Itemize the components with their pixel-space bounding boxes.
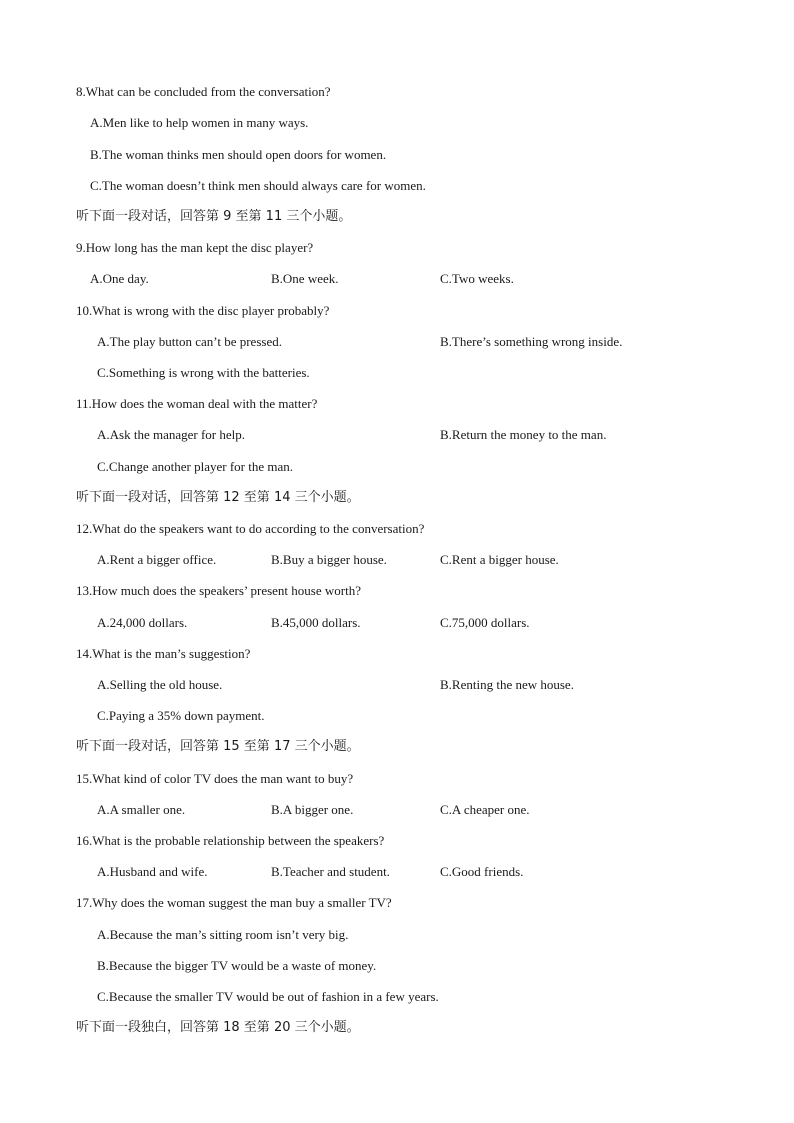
question-8: 8.What can be concluded from the conversation? [76, 84, 331, 99]
option-15b: B.A bigger one. [271, 802, 354, 817]
section-heading-9-11: 听下面一段对话，回答第 9 至第 11 三个小题。 [76, 209, 352, 224]
option-12a: A.Rent a bigger office. [97, 552, 217, 567]
option-9b: B.One week. [271, 271, 339, 286]
question-15: 15.What kind of color TV does the man want to buy? [76, 771, 354, 786]
option-14a: A.Selling the old house. [97, 677, 223, 692]
option-13b: B.45,000 dollars. [271, 615, 361, 630]
option-10c: C.Something is wrong with the batteries. [97, 365, 310, 380]
section-heading-12-14: 听下面一段对话，回答第 12 至第 14 三个小题。 [76, 490, 360, 505]
question-13: 13.How much does the speakers’ present house worth? [76, 583, 361, 598]
option-16b: B.Teacher and student. [271, 864, 390, 879]
question-10: 10.What is wrong with the disc player probably? [76, 303, 330, 318]
option-17b: B.Because the bigger TV would be a waste of money. [97, 958, 377, 973]
section-heading-15-17: 听下面一段对话，回答第 15 至第 17 三个小题。 [76, 739, 360, 754]
option-16a: A.Husband and wife. [97, 864, 208, 879]
option-12c: C.Rent a bigger house. [440, 552, 559, 567]
option-11a: A.Ask the manager for help. [97, 427, 246, 442]
option-8a: A.Men like to help women in many ways. [90, 115, 309, 130]
option-11c: C.Change another player for the man. [97, 459, 294, 474]
question-16: 16.What is the probable relationship between the speakers? [76, 833, 385, 848]
option-9a: A.One day. [90, 271, 149, 286]
section-heading-18-20: 听下面一段独白，回答第 18 至第 20 三个小题。 [76, 1020, 360, 1035]
option-17a: A.Because the man’s sitting room isn’t very big. [97, 927, 349, 942]
option-16c: C.Good friends. [440, 864, 524, 879]
option-9c: C.Two weeks. [440, 271, 514, 286]
option-14b: B.Renting the new house. [440, 677, 574, 692]
question-12: 12.What do the speakers want to do according to the conversation? [76, 521, 425, 536]
question-11: 11.How does the woman deal with the matter? [76, 396, 318, 411]
question-17: 17.Why does the woman suggest the man buy a smaller TV? [76, 895, 392, 910]
option-13a: A.24,000 dollars. [97, 615, 188, 630]
option-8c: C.The woman doesn’t think men should always care for women. [90, 178, 426, 193]
option-15c: C.A cheaper one. [440, 802, 530, 817]
option-10b: B.There’s something wrong inside. [440, 334, 623, 349]
option-12b: B.Buy a bigger house. [271, 552, 387, 567]
option-10a: A.The play button can’t be pressed. [97, 334, 282, 349]
option-13c: C.75,000 dollars. [440, 615, 530, 630]
option-8b: B.The woman thinks men should open doors for women. [90, 147, 387, 162]
option-11b: B.Return the money to the man. [440, 427, 607, 442]
option-15a: A.A smaller one. [97, 802, 186, 817]
option-17c: C.Because the smaller TV would be out of fashion in a few years. [97, 989, 439, 1004]
question-14: 14.What is the man’s suggestion? [76, 646, 251, 661]
question-9: 9.How long has the man kept the disc player? [76, 240, 314, 255]
option-14c: C.Paying a 35% down payment. [97, 708, 265, 723]
